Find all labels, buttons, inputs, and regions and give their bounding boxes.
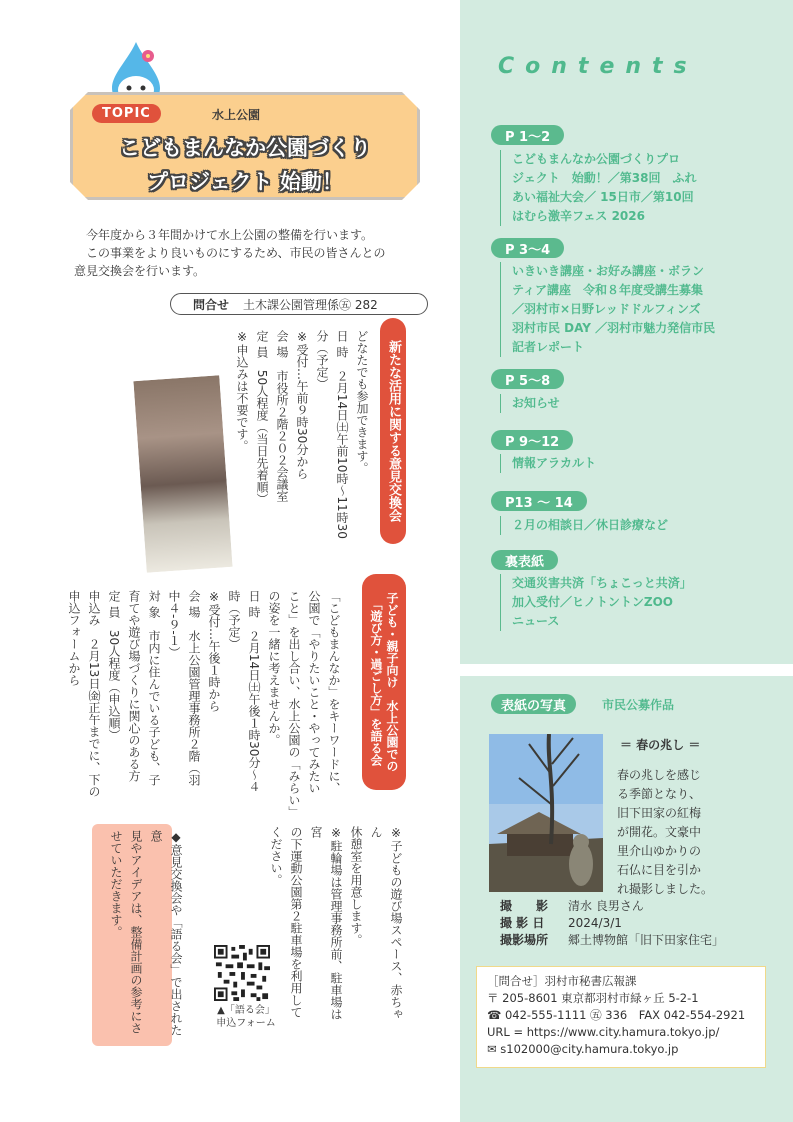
contents-entry[interactable] — [500, 262, 715, 357]
meeting1-line: ※申込みは不要です。 — [235, 330, 249, 452]
topic-title-line1: こどもまんなか公園づくり — [119, 136, 371, 160]
credit-value: 郷土博物館「旧下田家住宅」 — [568, 933, 725, 947]
meeting2-line: 育てや遊び場づくりに関心のある方 — [127, 590, 141, 782]
topic-badge: TOPIC — [92, 104, 161, 123]
contact-line: 〒 205-8601 東京都羽村市緑ヶ丘 5-2-1 — [487, 991, 699, 1005]
meeting2-note: の下運動公園第２駐車場を利用して — [289, 826, 303, 1018]
credit-row — [500, 932, 724, 949]
intro-line: 意見交換会を行います。 — [74, 264, 206, 278]
contact-email[interactable]: ✉ s102000@city.hamura.tokyo.jp — [487, 1042, 679, 1056]
meeting2-line: の姿を一緒に考えませんか。 — [267, 590, 281, 746]
credit-value: 清水 良男さん — [568, 899, 644, 913]
qr-code-icon[interactable] — [214, 945, 270, 1001]
meeting2-line: 申込み ２月13日㈮正午までに、下の — [87, 590, 101, 798]
contents-entry[interactable] — [500, 454, 596, 473]
topic-subtitle: 水上公園 — [212, 108, 261, 122]
intro-line: この事業をより良いものにするため、市民の皆さんとの — [86, 246, 386, 260]
cover-photo — [489, 734, 603, 892]
meeting2-note: 休憩室を用意します。 — [349, 826, 363, 946]
inquiry-bar — [170, 293, 428, 315]
contents-entry[interactable] — [500, 516, 668, 535]
note-box — [92, 824, 183, 1046]
contents-entry-line: あい福祉大会／ 15日市／第10回 — [512, 190, 694, 204]
contents-entry-line: 記者レポート — [512, 340, 585, 354]
contents-entry[interactable] — [500, 574, 692, 631]
cover-caption-line: る季節となり、 — [617, 787, 702, 801]
contents-title: Contents — [498, 54, 698, 79]
meeting2-line: 公園で「やりたいこと・やってみたい — [307, 590, 321, 794]
qr-caption — [208, 1004, 284, 1030]
note-line: 見やアイデアは、整備計画の参考にさ — [129, 830, 143, 1034]
meeting1-line: ※受付…午前９時30分から — [295, 330, 309, 480]
meeting2-line: 日 時 ２月14日㈯午後１時30分〜４ — [247, 590, 261, 793]
contents-page-badge: P 1〜2 — [491, 125, 564, 145]
cover-caption-line: 石仏に目を引か — [617, 863, 702, 877]
contents-entry-line: ／羽村市×日野レッドドルフィンズ — [512, 302, 701, 316]
contents-entry-line: ジェクト 始動！／第38回 ふれ — [512, 171, 697, 185]
meeting2-note: ください。 — [269, 826, 283, 886]
contents-entry-line: ニュース — [512, 614, 560, 628]
contents-entry[interactable] — [500, 394, 560, 413]
note-line: せていただきます。 — [109, 830, 123, 938]
meeting2-line: 会 場 水上公園管理事務所２階（羽 — [187, 590, 201, 786]
meeting1-details — [232, 330, 372, 560]
contents-entry-line: 交通災害共済「ちょこっと共済」 — [512, 576, 692, 590]
note-box-text — [106, 830, 186, 1040]
meeting2-line: 中４‐９‐１） — [167, 590, 181, 659]
meeting2-line: 申込フォームから — [67, 590, 81, 686]
photo-credits — [500, 898, 724, 949]
meeting2-tag-line1: 子ども・親子向け 水上公園での — [385, 592, 399, 772]
credit-label: 撮 影 日 — [500, 916, 545, 930]
meeting1-tag: 新たな活用に関する意見交換会 — [380, 318, 406, 544]
contents-entry-line: ティア講座 令和８年度受講生募集 — [512, 283, 704, 297]
intro-text — [74, 226, 434, 280]
note-line: ◆意見交換会や「語る会」で出された意 — [149, 830, 183, 1036]
cover-caption-title: ＝ 春の兆し ＝ — [620, 738, 701, 752]
contents-entry-line: はむら激辛フェス 2026 — [512, 209, 645, 223]
meeting2-tag — [362, 574, 406, 790]
cover-caption-line: が開花。文豪中 — [617, 825, 702, 839]
contact-url[interactable]: URL = https://www.city.hamura.tokyo.jp/ — [487, 1025, 720, 1039]
meeting2-tag-line2: 「遊び方・過ごし方」を語る会 — [369, 598, 383, 766]
credit-row — [500, 898, 724, 915]
meeting2-line: ※受付…午後１時から — [207, 590, 221, 712]
meeting2-line: 定 員 30人程度（申込順） — [107, 590, 121, 742]
meeting2-details — [64, 590, 344, 816]
meeting1-line: 分（予定） — [315, 330, 329, 390]
credit-value: 2024/3/1 — [568, 916, 622, 930]
contents-entry-line: 情報アラカルト — [512, 456, 597, 470]
contents-entry-line: こどもまんなか公園づくりプロ — [512, 152, 681, 166]
contents-entry-line: ２月の相談日／休日診療など — [512, 518, 669, 532]
contents-entry-line: いきいき講座・お好み講座・ボラン — [512, 264, 705, 278]
topic-title-line2: プロジェクト 始動！ — [147, 170, 343, 194]
cover-caption-line: 春の兆しを感じ — [617, 768, 702, 782]
meeting1-line: 会 場 市役所２階２０２会議室 — [275, 330, 289, 502]
contact-box — [476, 966, 766, 1068]
cover-subtitle: 市民公募作品 — [602, 698, 675, 712]
cover-caption-line: 里介山ゆかりの — [617, 844, 702, 858]
meeting1-line: 定 員 50人程度（当日先着順） — [255, 330, 269, 506]
meeting2-note: ※子どもの遊び場スペース、赤ちゃん — [369, 826, 403, 1020]
meeting2-note: ※駐輪場は管理事務所前、駐車場は宮 — [309, 826, 343, 1020]
cover-caption-line: 旧下田家の紅梅 — [617, 806, 702, 820]
credit-label: 撮影場所 — [500, 933, 549, 947]
contents-entry-line: 羽村市民 DAY ／羽村市魅力発信市民 — [512, 321, 716, 335]
contents-entry-line: お知らせ — [512, 396, 560, 410]
contents-page-badge: P 9〜12 — [491, 430, 573, 450]
meeting2-line: 時（予定） — [227, 590, 241, 650]
meeting2-line: 対 象 市内に住んでいる子ども、子 — [147, 590, 161, 786]
cover-caption — [617, 766, 715, 899]
meeting2-line: こと」を出し合い、水上公園の「みらい」 — [287, 590, 301, 818]
inquiry-label: 問合せ — [193, 297, 230, 312]
inquiry-text: 土木課公園管理係㊄ 282 — [243, 297, 378, 312]
contents-entry[interactable] — [500, 150, 696, 226]
contents-page-badge: 裏表紙 — [491, 550, 558, 570]
contents-page-badge: P 5〜8 — [491, 369, 564, 389]
contents-entry-line: 加入受付／ヒノトントンZOO — [512, 595, 673, 609]
qr-caption-line2: 申込フォーム — [216, 1018, 276, 1029]
credit-row — [500, 915, 724, 932]
cover-badge: 表紙の写真 — [491, 694, 576, 714]
contents-page-badge: P13 〜 14 — [491, 491, 587, 511]
contact-line: ［問合せ］羽村市秘書広報課 — [487, 974, 637, 988]
contact-line: ☎ 042-555-1111 ㊄ 336 FAX 042-554-2921 — [487, 1008, 746, 1022]
credit-label: 撮 影 — [500, 899, 549, 913]
qr-caption-line1: ▲「語る会」 — [217, 1005, 275, 1016]
meeting1-line: どなたでも参加できます。 — [355, 330, 369, 474]
contents-page-badge: P 3〜4 — [491, 238, 564, 258]
cover-caption-line: れ撮影しました。 — [617, 882, 714, 896]
meeting2-notes — [266, 826, 406, 1030]
meeting2-line: 「こどもまんなか」をキーワードに、 — [327, 590, 341, 794]
intro-line: 今年度から３年間かけて水上公園の整備を行います。 — [86, 228, 374, 242]
workshop-photo — [131, 373, 234, 575]
meeting1-line: 日 時 ２月14日㈯午前10時〜11時30 — [335, 330, 349, 539]
